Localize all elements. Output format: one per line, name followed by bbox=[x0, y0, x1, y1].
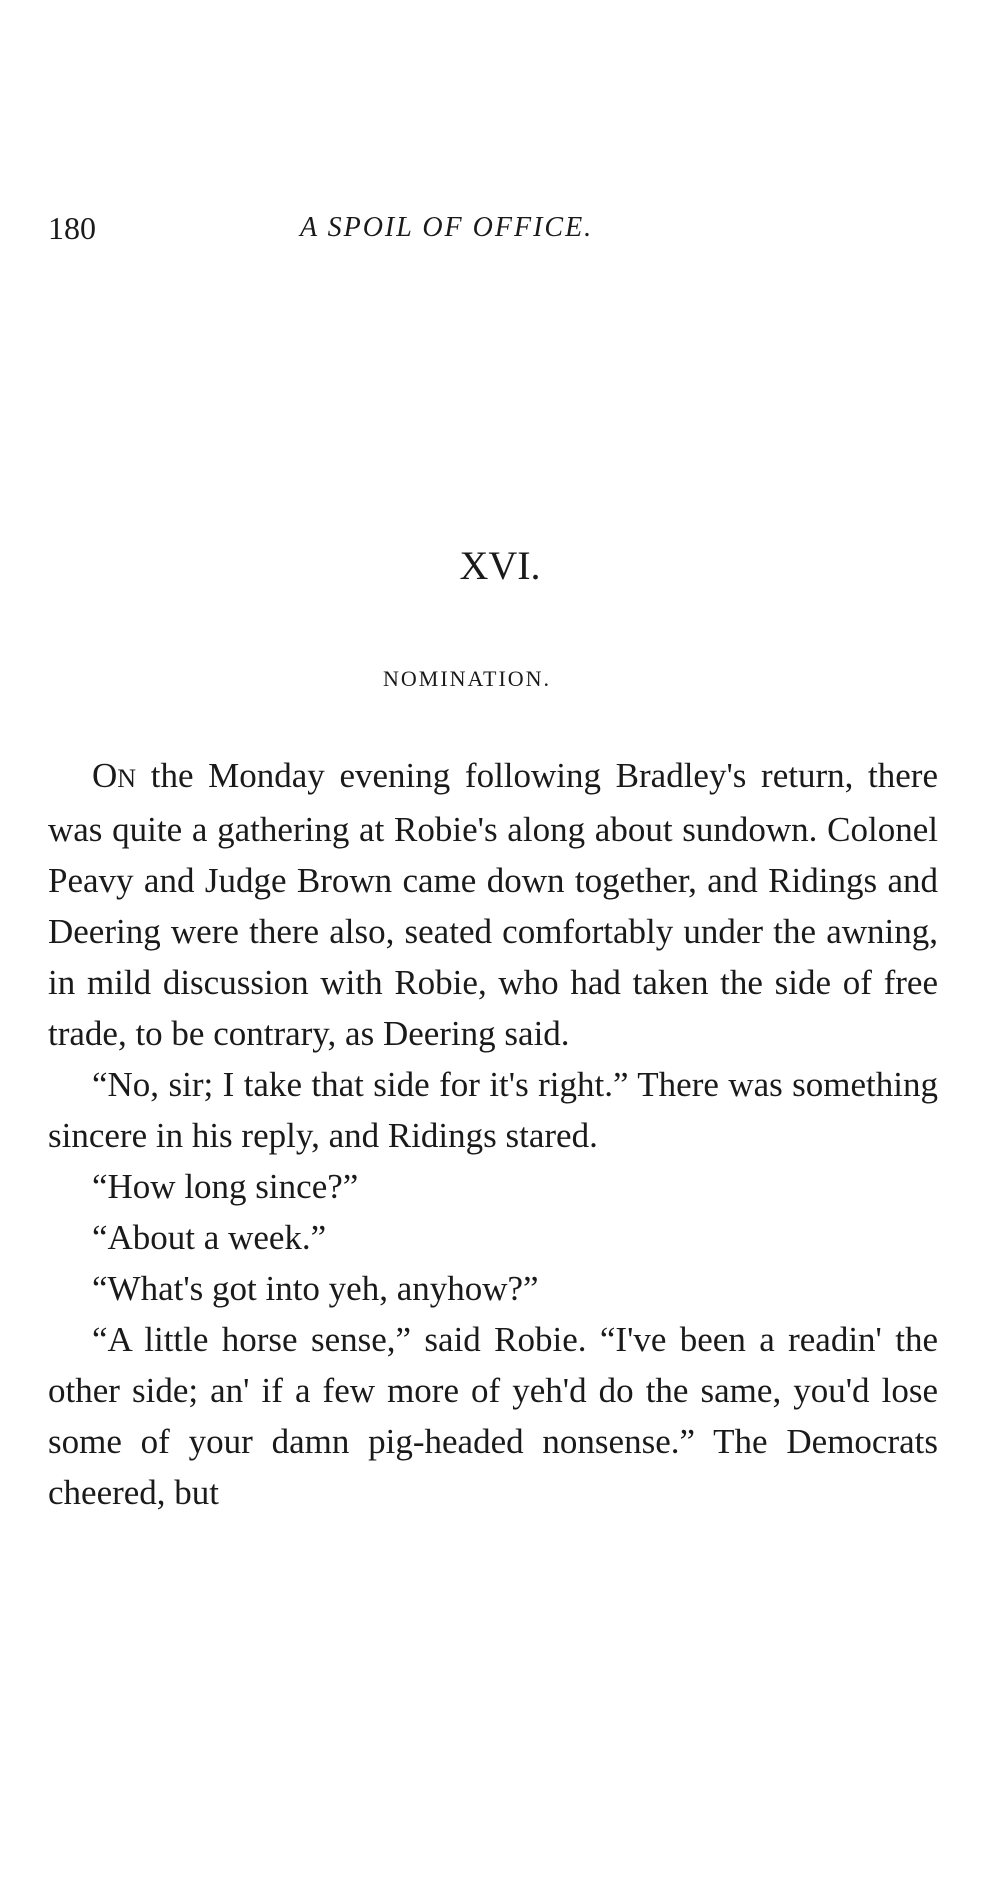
body-text bbox=[48, 750, 938, 1518]
opening-small-caps: N bbox=[117, 764, 137, 793]
chapter-number-text: XVI. bbox=[459, 543, 541, 588]
paragraph-3: “How long since?” bbox=[92, 1167, 359, 1206]
paragraph-6: “A little horse sense,” said Robie. “I've been a readin' the other side; an' if a few more of yeh'd do the same, you'd lose some of your damn pig-headed nonsense.” The Democrats cheered, but bbox=[48, 1320, 938, 1512]
page-number: 180 bbox=[48, 210, 96, 246]
opening-initial: O bbox=[92, 756, 118, 795]
paragraph-4: “About a week.” bbox=[92, 1218, 327, 1257]
paragraph-5: “What's got into yeh, anyhow?” bbox=[92, 1269, 539, 1308]
paragraph-2: “No, sir; I take that side for it's right.” There was something sincere in his reply, and Ridings stared. bbox=[48, 1065, 938, 1155]
chapter-number bbox=[0, 542, 1000, 590]
paragraph-text: the Monday evening following Bradley's return, there was quite a gathering at Robie's along about sundown. Colonel Peavy and Judge Brown came down together, and Ridings and Deering were there also, seated comfortably under the awning, in mild discussion with Robie, who had taken the side of free trade, to be contrary, as Deering said. bbox=[48, 756, 938, 1053]
paragraph-1 bbox=[48, 750, 938, 1059]
chapter-title: NOMINATION. bbox=[383, 666, 552, 691]
running-title: A SPOIL OF OFFICE. bbox=[300, 212, 594, 243]
